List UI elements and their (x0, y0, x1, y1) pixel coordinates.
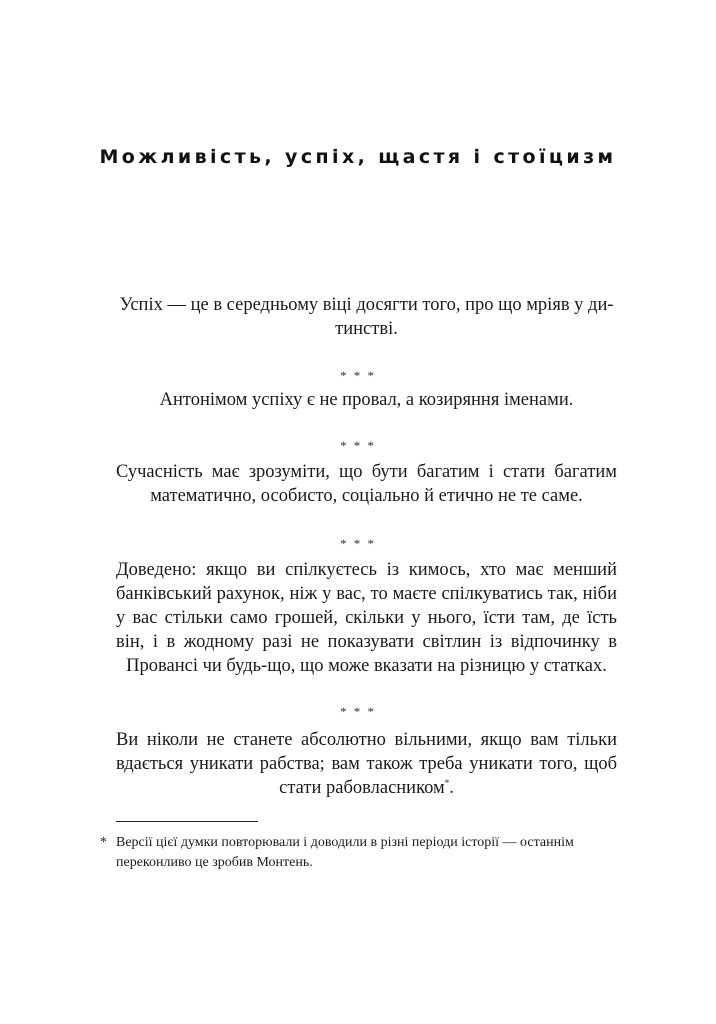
section-separator: * * * (340, 368, 376, 383)
aphorism-freedom-text: Ви ніколи не станете абсолютно вільними, якщо вам тільки вдається уникати рабства; вам також треба уникати того, щоб стати рабовласником (116, 730, 617, 798)
footnote (100, 833, 620, 873)
footnote-line2: переконливо це зробив Монтень. (116, 855, 313, 870)
aphorism-success-line2: тинстві. (335, 319, 398, 339)
section-separator: * * * (340, 438, 376, 453)
aphorism-wealth: Сучасність має зрозуміти, що бути багатим і стати багатим математично, особисто, соціально й етично не те саме. (116, 462, 617, 506)
footnote-reference: * (444, 777, 450, 788)
aphorism-success-line1: Успіх — це в середньому віці досягти того, про що мріяв у ди- (119, 295, 614, 315)
aphorism-antonym: Антонімом успіху є не провал, а козиряння іменами. (159, 390, 574, 410)
footnote-marker: * (100, 835, 107, 850)
section-separator: * * * (340, 536, 376, 551)
footnote-divider (116, 821, 258, 822)
chapter-title: Можливість, успіх, щастя і стоїцизм (99, 146, 617, 168)
section-separator: * * * (340, 704, 376, 719)
footnote-line1: Версії цієї думки повторювали і доводили в різні періоди історії — останнім (116, 835, 574, 850)
aphorism-success (116, 293, 617, 341)
aphorism-freedom: Ви ніколи не станете абсолютно вільними, якщо вам тільки вдається уникати рабства; вам також треба уникати того, щоб стати рабовласником*. (116, 730, 617, 798)
aphorism-proven: Доведено: якщо ви спілкуєтесь із кимось, хто має менший банківський рахунок, ніж у вас, то маєте спілкуватись так, ніби у вас стільки само грошей, скільки у нього, їсти там, де їсть він, і в жодному разі не показувати світлин із відпочинку в Провансі чи будь-що, що може вказати на різницю у статках. (116, 560, 617, 676)
